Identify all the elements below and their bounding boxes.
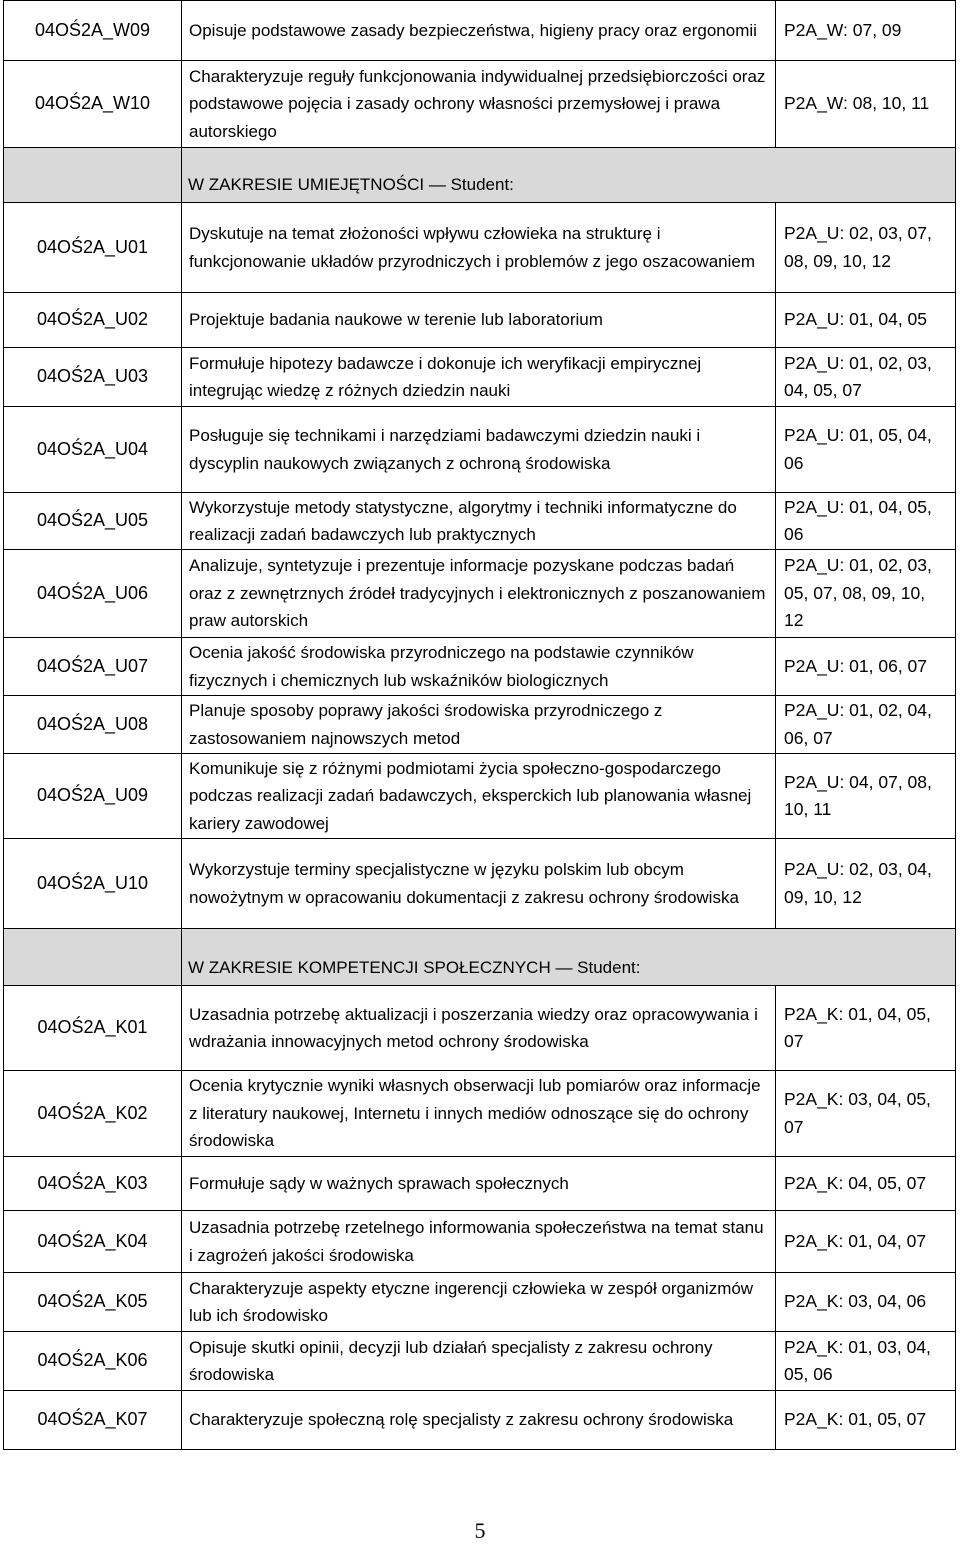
outcome-code: 04OŚ2A_K05 <box>4 1273 182 1332</box>
outcome-code: 04OŚ2A_U02 <box>4 293 182 348</box>
skills-row <box>4 696 956 754</box>
competences-row <box>4 1157 956 1211</box>
skills-row <box>4 348 956 407</box>
outcome-code: 04OŚ2A_K01 <box>4 986 182 1071</box>
outcome-description: Opisuje podstawowe zasady bezpieczeństwa, higieny pracy oraz ergonomii <box>182 1 776 61</box>
outcome-code: 04OŚ2A_U09 <box>4 754 182 839</box>
competences-row <box>4 1273 956 1332</box>
outcome-description: Formułuje sądy w ważnych sprawach społecznych <box>182 1157 776 1211</box>
competences-section-header <box>4 929 956 986</box>
outcome-reference: P2A_K: 03, 04, 06 <box>776 1273 956 1332</box>
outcome-reference: P2A_K: 01, 05, 07 <box>776 1391 956 1450</box>
outcome-code: 04OŚ2A_U01 <box>4 203 182 293</box>
outcome-code: 04OŚ2A_K03 <box>4 1157 182 1211</box>
outcome-description: Charakteryzuje aspekty etyczne ingerencji człowieka w zespół organizmów lub ich środowisko <box>182 1273 776 1332</box>
competences-row <box>4 986 956 1071</box>
competences-row <box>4 1332 956 1391</box>
section-header-blank <box>4 148 182 203</box>
outcome-reference: P2A_K: 03, 04, 05, 07 <box>776 1071 956 1157</box>
outcome-description: Planuje sposoby poprawy jakości środowiska przyrodniczego z zastosowaniem najnowszych metod <box>182 696 776 754</box>
outcome-code: 04OŚ2A_W10 <box>4 61 182 148</box>
outcome-reference: P2A_U: 02, 03, 07, 08, 09, 10, 12 <box>776 203 956 293</box>
outcome-description: Ocenia krytycznie wyniki własnych obserwacji lub pomiarów oraz informacje z literatury naukowej, Internetu i innych mediów odnoszące się do ochrony środowiska <box>182 1071 776 1157</box>
skills-row <box>4 203 956 293</box>
outcome-reference: P2A_W: 08, 10, 11 <box>776 61 956 148</box>
page-number: 5 <box>474 1518 486 1543</box>
outcome-reference: P2A_U: 04, 07, 08, 10, 11 <box>776 754 956 839</box>
outcome-reference: P2A_U: 01, 04, 05 <box>776 293 956 348</box>
skills-row <box>4 493 956 550</box>
outcome-reference: P2A_K: 04, 05, 07 <box>776 1157 956 1211</box>
outcome-code: 04OŚ2A_K02 <box>4 1071 182 1157</box>
outcome-description: Formułuje hipotezy badawcze i dokonuje ich weryfikacji empirycznej integrując wiedzę z różnych dziedzin nauki <box>182 348 776 407</box>
outcome-reference: P2A_W: 07, 09 <box>776 1 956 61</box>
outcome-reference: P2A_U: 01, 02, 03, 05, 07, 08, 09, 10, 12 <box>776 550 956 638</box>
skills-row <box>4 638 956 696</box>
skills-section-header <box>4 148 956 203</box>
outcome-description: Wykorzystuje terminy specjalistyczne w języku polskim lub obcym nowożytnym w opracowaniu dokumentacji z zakresu ochrony środowiska <box>182 839 776 929</box>
outcome-description: Opisuje skutki opinii, decyzji lub działań specjalisty z zakresu ochrony środowiska <box>182 1332 776 1391</box>
outcome-code: 04OŚ2A_U06 <box>4 550 182 638</box>
outcome-reference: P2A_U: 01, 02, 03, 04, 05, 07 <box>776 348 956 407</box>
outcome-description: Charakteryzuje reguły funkcjonowania indywidualnej przedsiębiorczości oraz podstawowe pojęcia i zasady ochrony własności przemysłowej i prawa autorskiego <box>182 61 776 148</box>
competences-row <box>4 1211 956 1273</box>
outcome-description: Uzasadnia potrzebę aktualizacji i poszerzania wiedzy oraz opracowywania i wdrażania innowacyjnych metod ochrony środowiska <box>182 986 776 1071</box>
outcome-description: Projektuje badania naukowe w terenie lub laboratorium <box>182 293 776 348</box>
outcome-description: Komunikuje się z różnymi podmiotami życia społeczno-gospodarczego podczas realizacji zadań badawczych, eksperckich lub planowania własnej kariery zawodowej <box>182 754 776 839</box>
skills-row <box>4 293 956 348</box>
outcome-description: Dyskutuje na temat złożoności wpływu człowieka na strukturę i funkcjonowanie układów przyrodniczych i problemów z jego oszacowaniem <box>182 203 776 293</box>
skills-row <box>4 839 956 929</box>
competences-row <box>4 1071 956 1157</box>
outcome-description: Wykorzystuje metody statystyczne, algorytmy i techniki informatyczne do realizacji zadań badawczych lub praktycznych <box>182 493 776 550</box>
outcome-code: 04OŚ2A_W09 <box>4 1 182 61</box>
knowledge-row <box>4 1 956 61</box>
outcome-code: 04OŚ2A_U08 <box>4 696 182 754</box>
outcome-description: Ocenia jakość środowiska przyrodniczego na podstawie czynników fizycznych i chemicznych lub wskaźników biologicznych <box>182 638 776 696</box>
outcome-reference: P2A_K: 01, 04, 07 <box>776 1211 956 1273</box>
knowledge-row <box>4 61 956 148</box>
section-header-blank <box>4 929 182 986</box>
learning-outcomes-table <box>3 0 956 1450</box>
outcome-description: Uzasadnia potrzebę rzetelnego informowania społeczeństwa na temat stanu i zagrożeń jakości środowiska <box>182 1211 776 1273</box>
outcome-code: 04OŚ2A_K06 <box>4 1332 182 1391</box>
competences-row <box>4 1391 956 1450</box>
outcome-reference: P2A_U: 02, 03, 04, 09, 10, 12 <box>776 839 956 929</box>
outcome-reference: P2A_K: 01, 04, 05, 07 <box>776 986 956 1071</box>
section-header-text: W ZAKRESIE KOMPETENCJI SPOŁECZNYCH — Student: <box>182 929 956 986</box>
outcome-code: 04OŚ2A_U03 <box>4 348 182 407</box>
skills-row <box>4 754 956 839</box>
outcome-description: Posługuje się technikami i narzędziami badawczymi dziedzin nauki i dyscyplin naukowych związanych z ochroną środowiska <box>182 407 776 493</box>
outcome-reference: P2A_K: 01, 03, 04, 05, 06 <box>776 1332 956 1391</box>
outcome-description: Charakteryzuje społeczną rolę specjalisty z zakresu ochrony środowiska <box>182 1391 776 1450</box>
outcome-reference: P2A_U: 01, 04, 05, 06 <box>776 493 956 550</box>
skills-row <box>4 407 956 493</box>
outcome-reference: P2A_U: 01, 02, 04, 06, 07 <box>776 696 956 754</box>
outcome-code: 04OŚ2A_U05 <box>4 493 182 550</box>
outcome-code: 04OŚ2A_U07 <box>4 638 182 696</box>
outcome-code: 04OŚ2A_K04 <box>4 1211 182 1273</box>
outcome-code: 04OŚ2A_U10 <box>4 839 182 929</box>
skills-row <box>4 550 956 638</box>
outcome-description: Analizuje, syntetyzuje i prezentuje informacje pozyskane podczas badań oraz z zewnętrznych źródeł tradycyjnych i elektronicznych z poszanowaniem praw autorskich <box>182 550 776 638</box>
outcome-code: 04OŚ2A_K07 <box>4 1391 182 1450</box>
outcome-code: 04OŚ2A_U04 <box>4 407 182 493</box>
outcome-reference: P2A_U: 01, 06, 07 <box>776 638 956 696</box>
section-header-text: W ZAKRESIE UMIEJĘTNOŚCI — Student: <box>182 148 956 203</box>
outcome-reference: P2A_U: 01, 05, 04, 06 <box>776 407 956 493</box>
